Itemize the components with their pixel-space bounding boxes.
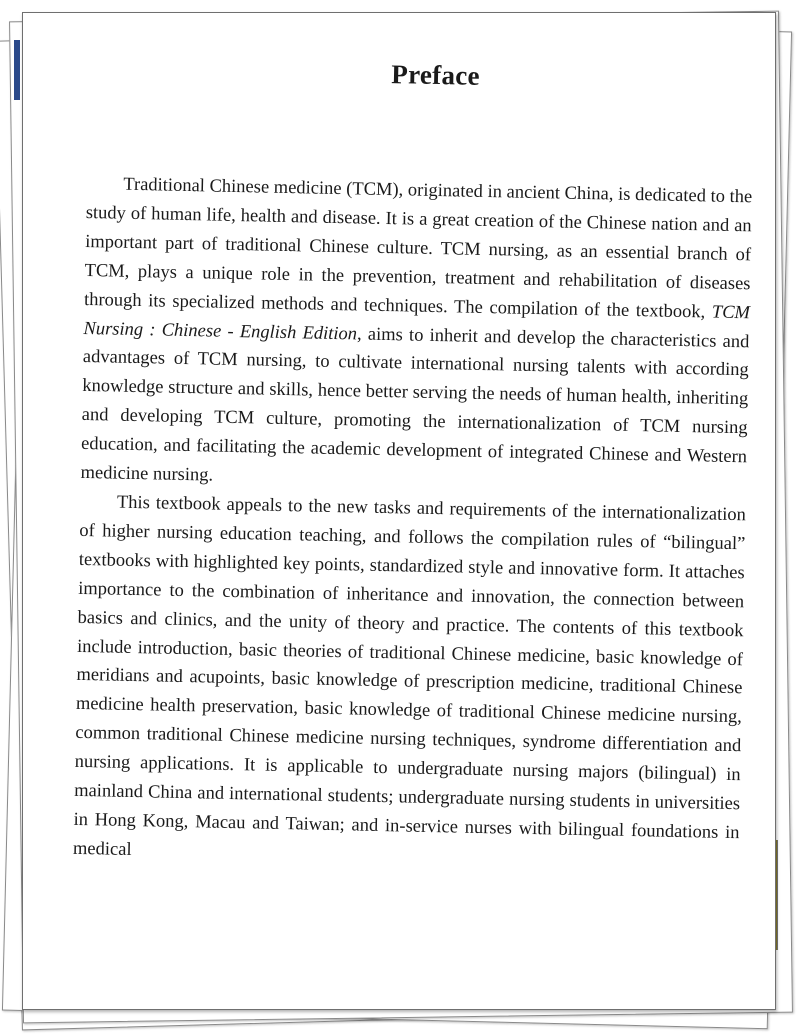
sheet-edge-blue-accent: [14, 40, 20, 100]
preface-paragraph-2: This textbook appeals to the new tasks and requirements of the internationalization of higher nursing education teaching, and follows the compilation rules of “bilingual” textbooks with highlighted key points, standardized style and innovative form. It attaches importance to the combination of inheritance and innovation, the connection between basics and clinics, and the unity of theory and practice. The contents of this textbook include introduction, basic theories of traditional Chinese medicine, basic knowledge of meridians and acupoints, basic knowledge of prescription medicine, traditional Chinese medicine health preservation, basic knowledge of traditional Chinese medicine nursing, common traditional Chinese medicine nursing techniques, syndrome differentiation and nursing applications. It is applicable to undergraduate nursing majors (bilingual) in mainland China and international students; undergraduate nursing students in universities in Hong Kong, Macau and Taiwan; and in-service nurses with bilingual foundations in medical: [72, 492, 747, 860]
page-content: [73, 53, 755, 877]
page-title: Preface: [391, 59, 481, 91]
preface-paragraph-1: [80, 170, 752, 501]
document-page: [22, 12, 776, 1010]
paragraph-1-text-end: , aims to inherit and develop the characteristics and advantages of TCM nursing, to cultivate international nursing talents with according knowledge structure and skills, hence better serving the needs of human health, inheriting and developing TCM culture, promoting the internationalization of TCM nursing education, and facilitating the academic development of integrated Chinese and Western medicine nursing.: [80, 323, 750, 486]
paragraph-1-text-start: Traditional Chinese medicine (TCM), originated in ancient China, is dedicated to the study of human life, health and disease. It is a great creation of the Chinese nation and an important part of traditional Chinese culture. TCM nursing, as an essential branch of TCM, plays a unique role in the prevention, treatment and rehabilitation of diseases through its specialized methods and techniques. The compilation of the textbook,: [83, 174, 753, 323]
textbook-title: TCM Nursing : Chinese - English Edition: [83, 302, 751, 344]
